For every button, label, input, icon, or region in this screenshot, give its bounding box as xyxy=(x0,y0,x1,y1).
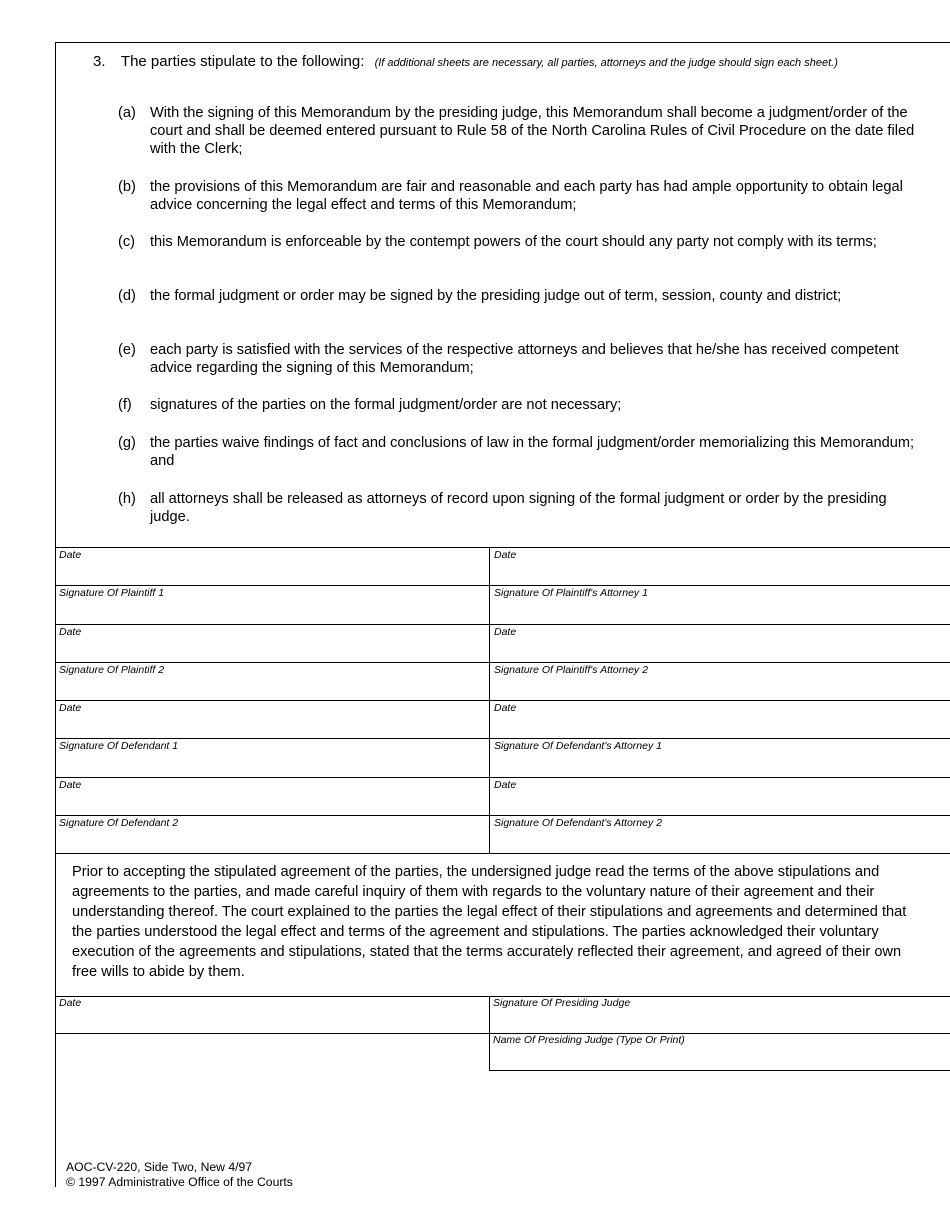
signature-row xyxy=(55,738,950,776)
judge-signature-field[interactable]: Signature Of Presiding Judge xyxy=(493,997,631,1009)
stipulation-label: (f) xyxy=(118,397,132,413)
defendant-2-signature-field[interactable]: Signature Of Defendant 2 xyxy=(59,817,179,830)
judge-signature-block xyxy=(55,996,950,1072)
defendant-1-signature-field[interactable]: Signature Of Defendant 1 xyxy=(59,740,179,753)
section-note: (If additional sheets are necessary, all parties, attorneys and the judge should sign each sheet.) xyxy=(374,57,838,69)
defendant-attorney-2-date-field[interactable]: Date xyxy=(489,778,950,815)
stipulation-label: (c) xyxy=(118,234,136,250)
divider xyxy=(489,996,490,1071)
stipulation-item xyxy=(118,434,918,470)
judge-statement: Prior to accepting the stipulated agreement of the parties, the undersigned judge read the terms of the above stipulations and agreements to the parties, and made careful inquiry of them with regards to the voluntary nature of their agreement and their understanding thereof. The court explained to the parties the legal effect of their stipulations and agreements and determined that the parties understood the legal effect and terms of the agreement and stipulations. The parties acknowledged their voluntary execution of the agreements and stipulations, stated that the terms accurately reflected their agreement, and agreed of their own free wills to abide by them. xyxy=(72,864,907,980)
plaintiff-attorney-1-date-field[interactable]: Date xyxy=(489,548,950,585)
form-id: AOC-CV-220, Side Two, New 4/97 xyxy=(66,1160,253,1174)
stipulation-text: all attorneys shall be released as attorneys of record upon signing of the formal judgment or order by the presiding judge. xyxy=(150,491,887,525)
defendant-attorney-1-date-field[interactable]: Date xyxy=(489,701,950,738)
stipulation-text: With the signing of this Memorandum by the presiding judge, this Memorandum shall become a judgment/order of the court and shall be deemed entered pursuant to Rule 58 of the North Carolina Rules of Civil Procedure on the date filed with the Clerk; xyxy=(150,105,915,157)
stipulation-text: the parties waive findings of fact and conclusions of law in the formal judgment/order memorializing this Memorandum; and xyxy=(150,435,915,469)
stipulation-item xyxy=(118,396,918,414)
stipulation-label: (b) xyxy=(118,179,136,195)
copyright: © 1997 Administrative Office of the Courts xyxy=(66,1175,293,1189)
defendant-attorney-1-signature-field[interactable]: Signature Of Defendant's Attorney 1 xyxy=(489,739,950,776)
form-footer xyxy=(66,1160,293,1190)
stipulation-text: the formal judgment or order may be signed by the presiding judge out of term, session, county and district; xyxy=(150,288,842,304)
signature-row xyxy=(55,777,950,815)
plaintiff-2-date-field[interactable]: Date xyxy=(59,625,82,638)
stipulation-label: (a) xyxy=(118,105,136,121)
signature-grid xyxy=(55,547,950,854)
stipulation-label: (h) xyxy=(118,491,136,507)
signature-row xyxy=(55,585,950,623)
plaintiff-1-signature-field[interactable]: Signature Of Plaintiff 1 xyxy=(59,587,165,600)
stipulation-text: signatures of the parties on the formal judgment/order are not necessary; xyxy=(150,397,622,413)
defendant-1-date-field[interactable]: Date xyxy=(59,702,82,715)
signature-row xyxy=(55,815,950,854)
stipulation-item xyxy=(118,178,918,214)
signature-row xyxy=(55,662,950,700)
stipulation-item xyxy=(118,233,918,251)
stipulation-label: (d) xyxy=(118,288,136,304)
stipulation-item xyxy=(118,341,918,377)
signature-row xyxy=(55,700,950,738)
stipulation-text: each party is satisfied with the services of the respective attorneys and believes that he/she has received competent advice regarding the signing of this Memorandum; xyxy=(150,342,899,376)
section-number: 3. xyxy=(93,53,106,70)
plaintiff-attorney-2-signature-field[interactable]: Signature Of Plaintiff's Attorney 2 xyxy=(489,663,950,700)
signature-row xyxy=(55,547,950,585)
stipulation-label: (g) xyxy=(118,435,136,451)
stipulation-item xyxy=(118,490,918,526)
form-border-top xyxy=(55,42,950,43)
plaintiff-attorney-2-date-field[interactable]: Date xyxy=(489,625,950,662)
divider xyxy=(55,1033,489,1034)
plaintiff-2-signature-field[interactable]: Signature Of Plaintiff 2 xyxy=(59,663,165,676)
stipulation-label: (e) xyxy=(118,342,136,358)
signature-row xyxy=(55,624,950,662)
stipulation-item xyxy=(118,104,918,158)
divider xyxy=(489,1070,950,1071)
plaintiff-attorney-1-signature-field[interactable]: Signature Of Plaintiff's Attorney 1 xyxy=(489,586,950,623)
section-title: The parties stipulate to the following: xyxy=(120,53,365,70)
judge-date-field[interactable]: Date xyxy=(59,997,82,1009)
stipulation-text: the provisions of this Memorandum are fair and reasonable and each party has had ample opportunity to obtain legal advice concerning the legal effect and terms of this Memorandum; xyxy=(150,179,903,213)
judge-name-field[interactable]: Name Of Presiding Judge (Type Or Print) xyxy=(493,1034,685,1046)
plaintiff-1-date-field[interactable]: Date xyxy=(59,549,82,561)
defendant-2-date-field[interactable]: Date xyxy=(59,778,82,791)
defendant-attorney-2-signature-field[interactable]: Signature Of Defendant's Attorney 2 xyxy=(489,816,950,853)
stipulation-item xyxy=(118,287,918,305)
section-heading xyxy=(93,53,838,70)
stipulation-text: this Memorandum is enforceable by the contempt powers of the court should any party not comply with its terms; xyxy=(150,234,877,250)
